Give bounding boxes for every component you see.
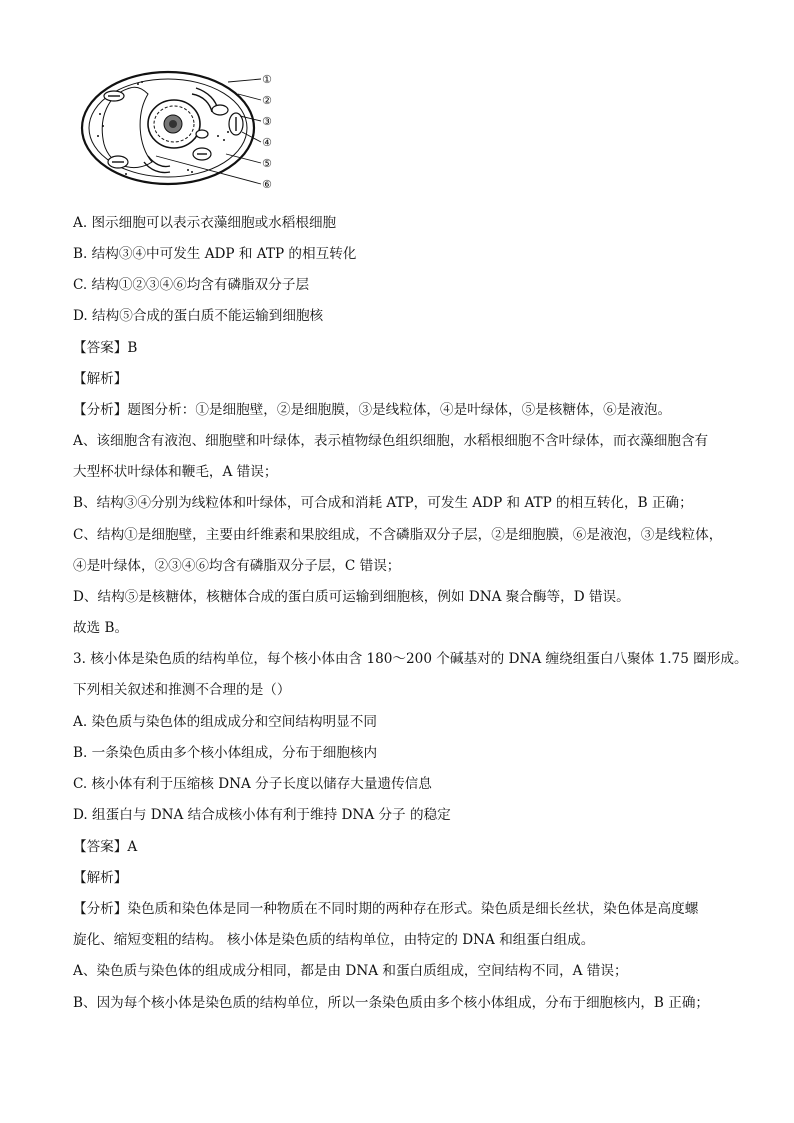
analysis-line: C、结构①是细胞壁，主要由纤维素和果胶组成，不含磷脂双分子层，②是细胞膜，⑥是液泡，③是线粒体， [73, 527, 723, 543]
answer-label: 【答案】A [73, 839, 138, 855]
option-c: C. 结构①②③④⑥均含有磷脂双分子层 [73, 277, 310, 293]
analysis-line: ④是叶绿体，②③④⑥均含有磷脂双分子层，C 错误； [73, 558, 401, 574]
analysis-line: A、该细胞含有液泡、细胞壁和叶绿体，表示植物绿色组织细胞，水稻根细胞不含叶绿体，而衣藻细胞含有 [73, 433, 709, 449]
analysis-line: 【分析】题图分析：①是细胞壁，②是细胞膜，③是线粒体，④是叶绿体，⑤是核糖体，⑥是液泡。 [73, 402, 672, 418]
analysis-line: A、染色质与染色体的组成成分相同，都是由 DNA 和蛋白质组成，空间结构不同，A 错误； [73, 963, 628, 979]
plant-cell-diagram [78, 66, 283, 194]
analysis-label: 【解析】 [73, 371, 128, 387]
figure-label-3: ③ [262, 115, 272, 128]
option-b: B. 结构③④中可发生 ADP 和 ATP 的相互转化 [73, 246, 357, 262]
analysis-line: 旋化、缩短变粗的结构。 核小体是染色质的结构单位，由特定的 DNA 和组蛋白组成。 [73, 932, 595, 948]
answer-label: 【答案】B [73, 340, 138, 356]
conclusion: 故选 B。 [73, 620, 129, 636]
option-c: C. 核小体有利于压缩核 DNA 分子长度以储存大量遗传信息 [73, 776, 432, 792]
option-b: B. 一条染色质由多个核小体组成，分布于细胞核内 [73, 745, 378, 761]
figure-label-4: ④ [262, 136, 272, 149]
option-a: A. 图示细胞可以表示衣藻细胞或水稻根细胞 [73, 215, 337, 231]
option-d: D. 组蛋白与 DNA 结合成核小体有利于维持 DNA 分子 的稳定 [73, 807, 451, 823]
option-d: D. 结构⑤合成的蛋白质不能运输到细胞核 [73, 308, 324, 324]
question-3-stem: 3. 核小体是染色质的结构单位，每个核小体由含 180～200 个碱基对的 DNA 缠绕组蛋白八聚体 1.75 圈形成。 [73, 651, 748, 667]
figure-label-5: ⑤ [262, 157, 272, 170]
analysis-label: 【解析】 [73, 870, 128, 886]
figure-label-2: ② [262, 94, 272, 107]
analysis-line: 大型杯状叶绿体和鞭毛，A 错误； [73, 464, 278, 480]
analysis-line: 【分析】染色质和染色体是同一种物质在不同时期的两种存在形式。染色质是细长丝状，染色体是高度螺 [73, 901, 699, 917]
analysis-line: D、结构⑤是核糖体，核糖体合成的蛋白质可运输到细胞核，例如 DNA 聚合酶等，D 错误。 [73, 589, 630, 605]
figure-label-1: ① [262, 73, 272, 86]
option-a: A. 染色质与染色体的组成成分和空间结构明显不同 [73, 714, 377, 730]
figure-label-6: ⑥ [262, 178, 272, 191]
analysis-line: B、因为每个核小体是染色质的结构单位，所以一条染色质由多个核小体组成，分布于细胞核内，B 正确； [73, 995, 710, 1011]
question-3-stem: 下列相关叙述和推测不合理的是（） [73, 682, 291, 698]
nucleus [148, 100, 200, 148]
analysis-line: B、结构③④分别为线粒体和叶绿体，可合成和消耗 ATP，可发生 ADP 和 ATP 的相互转化，B 正确； [73, 495, 693, 511]
